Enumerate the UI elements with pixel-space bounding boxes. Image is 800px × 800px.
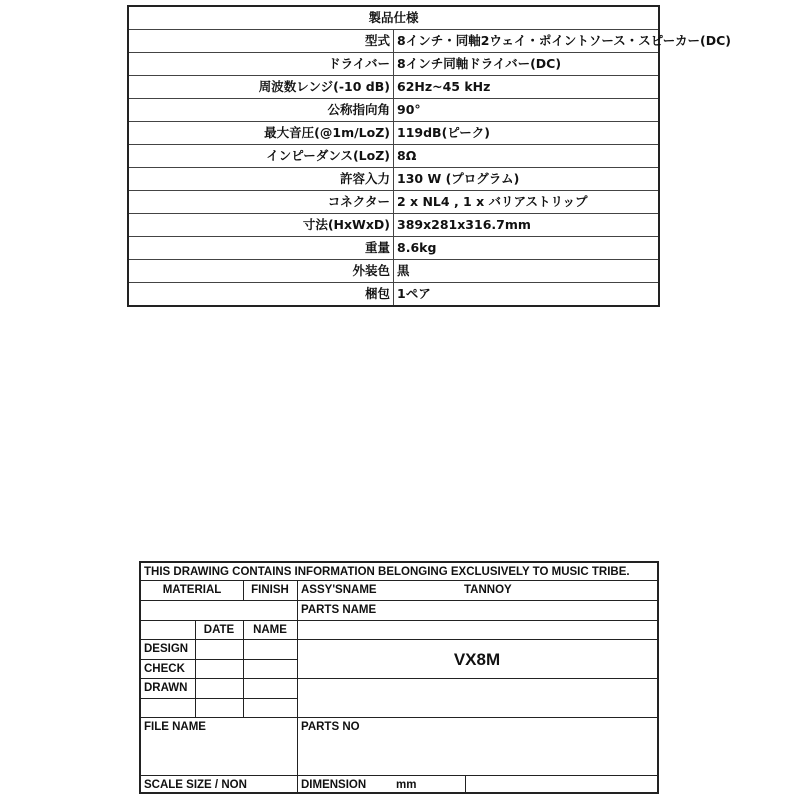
spec-key: 外装色: [128, 260, 394, 283]
date-label: DATE: [203, 624, 235, 636]
finish-label: FINISH: [251, 584, 289, 596]
spec-row: [128, 145, 659, 168]
spec-row: [128, 191, 659, 214]
spec-value: 62Hz~45 kHz: [394, 76, 660, 99]
spec-row: [128, 30, 659, 53]
assy-name-value: TANNOY: [464, 584, 512, 596]
spec-table: [127, 5, 731, 307]
drawing-title-block: [139, 561, 659, 794]
spec-value: 119dB(ピーク): [394, 122, 660, 145]
spec-key: 最大音圧(@1m/LoZ): [128, 122, 394, 145]
spec-row: [128, 122, 659, 145]
spec-key: 許容入力: [128, 168, 394, 191]
spec-key: 周波数レンジ(-10 dB): [128, 76, 394, 99]
spec-value: 1ペア: [394, 283, 660, 307]
spec-key: 寸法(HxWxD): [128, 214, 394, 237]
spec-key: ドライバー: [128, 53, 394, 76]
spec-row: [128, 76, 659, 99]
spec-key: 型式: [128, 30, 394, 53]
spec-key: コネクター: [128, 191, 394, 214]
design-label: DESIGN: [144, 643, 189, 655]
scale-size-label: SCALE SIZE / NON: [144, 779, 247, 791]
spec-value: 8.6kg: [394, 237, 660, 260]
spec-value: 黒: [394, 260, 660, 283]
assy-name-label: ASSY'SNAME: [301, 584, 377, 596]
spec-header-row: [128, 6, 659, 30]
dimension-label: DIMENSION: [301, 779, 367, 791]
parts-no-label: PARTS NO: [301, 721, 360, 733]
spec-value: 8インチ・同軸2ウェイ・ポイントソース・スピーカー(DC): [394, 30, 660, 53]
spec-key: 公称指向角: [128, 99, 394, 122]
dimension-unit: mm: [396, 779, 417, 791]
spec-row: [128, 168, 659, 191]
spec-row: [128, 53, 659, 76]
spec-value: 8インチ同軸ドライバー(DC): [394, 53, 660, 76]
check-label: CHECK: [144, 663, 185, 675]
drawn-label: DRAWN: [144, 682, 188, 694]
spec-value: 130 W (プログラム): [394, 168, 660, 191]
spec-value: 90°: [394, 99, 660, 122]
file-name-label: FILE NAME: [144, 721, 206, 733]
spec-key: インピーダンス(LoZ): [128, 145, 394, 168]
spec-row: [128, 99, 659, 122]
spec-row: [128, 283, 659, 307]
spec-row: [128, 260, 659, 283]
ownership-notice: THIS DRAWING CONTAINS INFORMATION BELONGING EXCLUSIVELY TO MUSIC TRIBE.: [144, 566, 630, 578]
material-label: MATERIAL: [162, 584, 222, 596]
spec-title: 製品仕様: [128, 6, 659, 30]
spec-value: 2 x NL4 , 1 x バリアストリップ: [394, 191, 660, 214]
spec-row: [128, 237, 659, 260]
model-name: VX8M: [453, 650, 501, 669]
spec-key: 梱包: [128, 283, 394, 307]
parts-name-label: PARTS NAME: [301, 604, 377, 616]
spec-value: 389x281x316.7mm: [394, 214, 660, 237]
spec-key: 重量: [128, 237, 394, 260]
name-label: NAME: [253, 624, 287, 636]
spec-value: 8Ω: [394, 145, 660, 168]
spec-row: [128, 214, 659, 237]
